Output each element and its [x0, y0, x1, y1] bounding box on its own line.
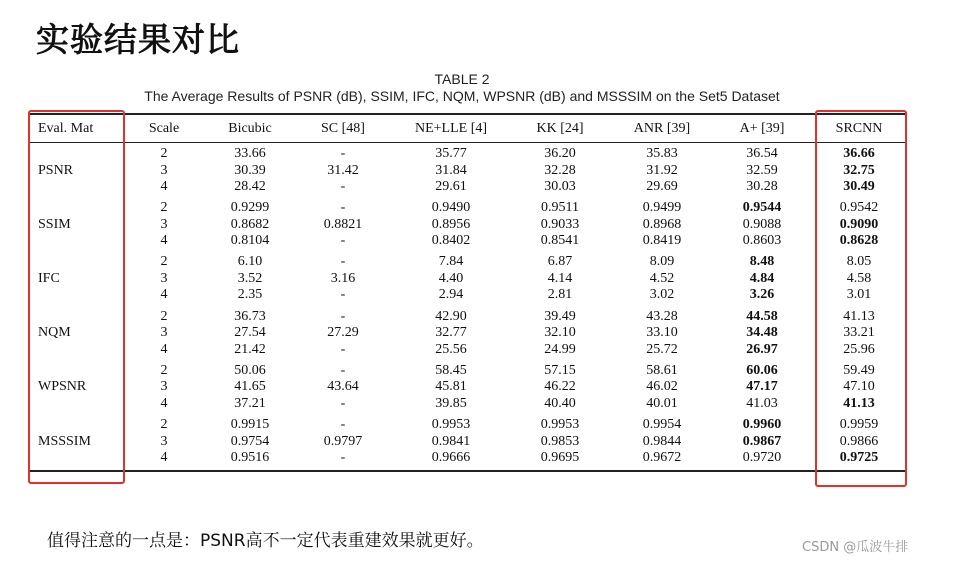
value-cell: 37.21 — [234, 395, 266, 411]
value-cell: 60.06 — [746, 362, 778, 378]
value-cell: 3.01 — [846, 287, 872, 303]
page-title: 实验结果对比 — [36, 20, 240, 59]
value-cell: - — [340, 254, 346, 270]
value-cell: 50.06 — [234, 362, 266, 378]
value-cell: 29.69 — [646, 179, 678, 194]
value-cell: 33.66 — [234, 146, 266, 161]
value-cell: 58.45 — [435, 362, 467, 378]
scale-cell: 4 — [160, 450, 168, 465]
scale-cell: 2 — [160, 362, 168, 378]
value-cell: 33.10 — [646, 325, 678, 341]
value-cell: 0.8628 — [839, 233, 879, 249]
metric-label: IFC — [38, 270, 60, 286]
value-cell: 4.40 — [438, 270, 464, 286]
value-cell: 0.9033 — [540, 216, 580, 232]
value-cell: 0.9915 — [230, 417, 270, 432]
value-cell: 57.15 — [544, 362, 576, 378]
value-cell: 32.77 — [435, 325, 467, 341]
value-cell: 2.81 — [547, 287, 573, 303]
scale-cell: 2 — [160, 308, 168, 324]
value-cell: 35.83 — [646, 146, 678, 161]
value-cell: 31.92 — [646, 162, 678, 178]
header-cell: KK [24] — [536, 121, 584, 136]
value-cell: 35.77 — [435, 146, 467, 161]
value-cell: 0.9841 — [431, 433, 471, 449]
srcnn-highlight-box — [815, 110, 907, 487]
value-cell: 0.8821 — [323, 216, 363, 232]
value-cell: 4.84 — [749, 270, 775, 286]
metric-label: PSNR — [38, 162, 74, 178]
value-cell: 47.10 — [843, 379, 875, 395]
value-cell: 27.54 — [234, 325, 266, 341]
value-cell: 58.61 — [646, 362, 678, 378]
header-cell: A+ [39] — [739, 121, 785, 136]
value-cell: 0.8541 — [540, 233, 580, 249]
value-cell: - — [340, 395, 346, 411]
value-cell: 32.75 — [843, 162, 875, 178]
metric-label: WPSNR — [38, 379, 87, 395]
header-cell: ANR [39] — [633, 121, 691, 136]
value-cell: 0.9866 — [839, 433, 879, 449]
value-cell: 0.9516 — [230, 450, 270, 465]
value-cell: 31.42 — [327, 162, 359, 178]
value-cell: 28.42 — [234, 179, 266, 194]
value-cell: - — [340, 362, 346, 378]
value-cell: 0.8402 — [431, 233, 471, 249]
scale-cell: 4 — [160, 341, 168, 357]
table-title: The Average Results of PSNR (dB), SSIM, IFC, NQM, WPSNR (dB) and MSSSIM on the Set5 Dataset — [144, 88, 780, 104]
value-cell: 0.9754 — [230, 433, 270, 449]
value-cell: 0.9088 — [742, 216, 782, 232]
scale-cell: 3 — [160, 216, 168, 232]
table-label: TABLE 2 — [434, 71, 490, 87]
value-cell: 40.01 — [646, 395, 678, 411]
value-cell: 36.73 — [234, 308, 266, 324]
value-cell: 46.02 — [646, 379, 678, 395]
header-cell: SRCNN — [835, 121, 883, 136]
eval-metric-highlight-box — [28, 110, 125, 484]
scale-cell: 3 — [160, 162, 168, 178]
value-cell: - — [340, 179, 346, 194]
table-top-rule — [30, 113, 906, 115]
value-cell: 0.9954 — [642, 417, 682, 432]
value-cell: - — [340, 308, 346, 324]
value-cell: 4.58 — [846, 270, 872, 286]
scale-cell: 3 — [160, 379, 168, 395]
value-cell: 3.26 — [749, 287, 775, 303]
value-cell: 0.9299 — [230, 200, 270, 216]
value-cell: 30.49 — [843, 179, 875, 194]
value-cell: 33.21 — [843, 325, 875, 341]
value-cell: 8.09 — [649, 254, 675, 270]
scale-cell: 4 — [160, 287, 168, 303]
value-cell: 6.10 — [237, 254, 263, 270]
value-cell: 32.10 — [544, 325, 576, 341]
scale-cell: 4 — [160, 233, 168, 249]
value-cell: 31.84 — [435, 162, 467, 178]
value-cell: 46.22 — [544, 379, 576, 395]
value-cell: 43.64 — [327, 379, 359, 395]
value-cell: 8.05 — [846, 254, 872, 270]
value-cell: 32.59 — [746, 162, 778, 178]
value-cell: 29.61 — [435, 179, 467, 194]
scale-cell: 4 — [160, 395, 168, 411]
scale-cell: 2 — [160, 146, 168, 161]
scale-cell: 3 — [160, 325, 168, 341]
value-cell: 0.9844 — [642, 433, 682, 449]
watermark: CSDN @瓜波牛排 — [802, 540, 909, 555]
value-cell: 27.29 — [327, 325, 359, 341]
value-cell: 25.96 — [843, 341, 875, 357]
value-cell: 25.72 — [646, 341, 678, 357]
metric-label: SSIM — [38, 216, 71, 232]
value-cell: 2.35 — [237, 287, 263, 303]
value-cell: - — [340, 450, 346, 465]
value-cell: 26.97 — [746, 341, 778, 357]
value-cell: 4.52 — [649, 270, 675, 286]
scale-cell: 2 — [160, 417, 168, 432]
value-cell: 0.8968 — [642, 216, 682, 232]
value-cell: 0.9797 — [323, 433, 363, 449]
table-bottom-rule — [30, 470, 906, 472]
header-cell: SC [48] — [321, 121, 365, 136]
value-cell: 59.49 — [843, 362, 875, 378]
value-cell: 0.9725 — [839, 450, 879, 465]
scale-cell: 2 — [160, 200, 168, 216]
value-cell: 0.9953 — [540, 417, 580, 432]
value-cell: 0.8956 — [431, 216, 471, 232]
value-cell: 0.9959 — [839, 417, 879, 432]
value-cell: 36.20 — [544, 146, 576, 161]
value-cell: 0.9695 — [540, 450, 580, 465]
value-cell: - — [340, 417, 346, 432]
value-cell: 6.87 — [547, 254, 573, 270]
value-cell: 0.9867 — [742, 433, 782, 449]
value-cell: 0.8682 — [230, 216, 270, 232]
note-text: 值得注意的一点是：PSNR高不一定代表重建效果就更好。 — [47, 531, 484, 551]
value-cell: 47.17 — [746, 379, 778, 395]
header-cell: Scale — [148, 121, 180, 136]
value-cell: 0.8104 — [230, 233, 270, 249]
value-cell: 0.9853 — [540, 433, 580, 449]
value-cell: 0.9666 — [431, 450, 471, 465]
value-cell: - — [340, 146, 346, 161]
value-cell: 43.28 — [646, 308, 678, 324]
value-cell: 30.03 — [544, 179, 576, 194]
value-cell: 8.48 — [749, 254, 775, 270]
value-cell: 40.40 — [544, 395, 576, 411]
value-cell: 0.9499 — [642, 200, 682, 216]
value-cell: - — [340, 341, 346, 357]
value-cell: 34.48 — [746, 325, 778, 341]
table-header-rule — [30, 142, 906, 143]
value-cell: 0.8419 — [642, 233, 682, 249]
metric-label: NQM — [38, 325, 71, 341]
value-cell: 25.56 — [435, 341, 467, 357]
value-cell: 42.90 — [435, 308, 467, 324]
value-cell: 41.65 — [234, 379, 266, 395]
value-cell: 4.14 — [547, 270, 573, 286]
value-cell: 0.9090 — [839, 216, 879, 232]
value-cell: 41.03 — [746, 395, 778, 411]
value-cell: 39.85 — [435, 395, 467, 411]
value-cell: 3.16 — [330, 270, 356, 286]
scale-cell: 2 — [160, 254, 168, 270]
value-cell: 0.9953 — [431, 417, 471, 432]
value-cell: 36.66 — [843, 146, 875, 161]
header-cell: Bicubic — [228, 121, 272, 136]
value-cell: 0.9544 — [742, 200, 782, 216]
value-cell: - — [340, 200, 346, 216]
value-cell: 41.13 — [843, 308, 875, 324]
value-cell: 45.81 — [435, 379, 467, 395]
value-cell: 7.84 — [438, 254, 464, 270]
value-cell: 0.9490 — [431, 200, 471, 216]
value-cell: 0.9511 — [541, 200, 579, 216]
header-cell: NE+LLE [4] — [414, 121, 488, 136]
value-cell: 0.9960 — [742, 417, 782, 432]
scale-cell: 3 — [160, 433, 168, 449]
value-cell: 3.02 — [649, 287, 675, 303]
scale-cell: 3 — [160, 270, 168, 286]
value-cell: 21.42 — [234, 341, 266, 357]
value-cell: 32.28 — [544, 162, 576, 178]
value-cell: 2.94 — [438, 287, 464, 303]
value-cell: 0.9720 — [742, 450, 782, 465]
value-cell: 41.13 — [843, 395, 875, 411]
metric-label: MSSSIM — [38, 433, 91, 449]
value-cell: 39.49 — [544, 308, 576, 324]
value-cell: - — [340, 287, 346, 303]
value-cell: 36.54 — [746, 146, 778, 161]
value-cell: 0.9672 — [642, 450, 682, 465]
value-cell: 3.52 — [237, 270, 263, 286]
value-cell: 30.39 — [234, 162, 266, 178]
value-cell: 24.99 — [544, 341, 576, 357]
value-cell: 30.28 — [746, 179, 778, 194]
value-cell: 0.9542 — [839, 200, 879, 216]
value-cell: - — [340, 233, 346, 249]
value-cell: 44.58 — [746, 308, 778, 324]
value-cell: 0.8603 — [742, 233, 782, 249]
scale-cell: 4 — [160, 179, 168, 194]
header-cell: Eval. Mat — [38, 121, 94, 136]
